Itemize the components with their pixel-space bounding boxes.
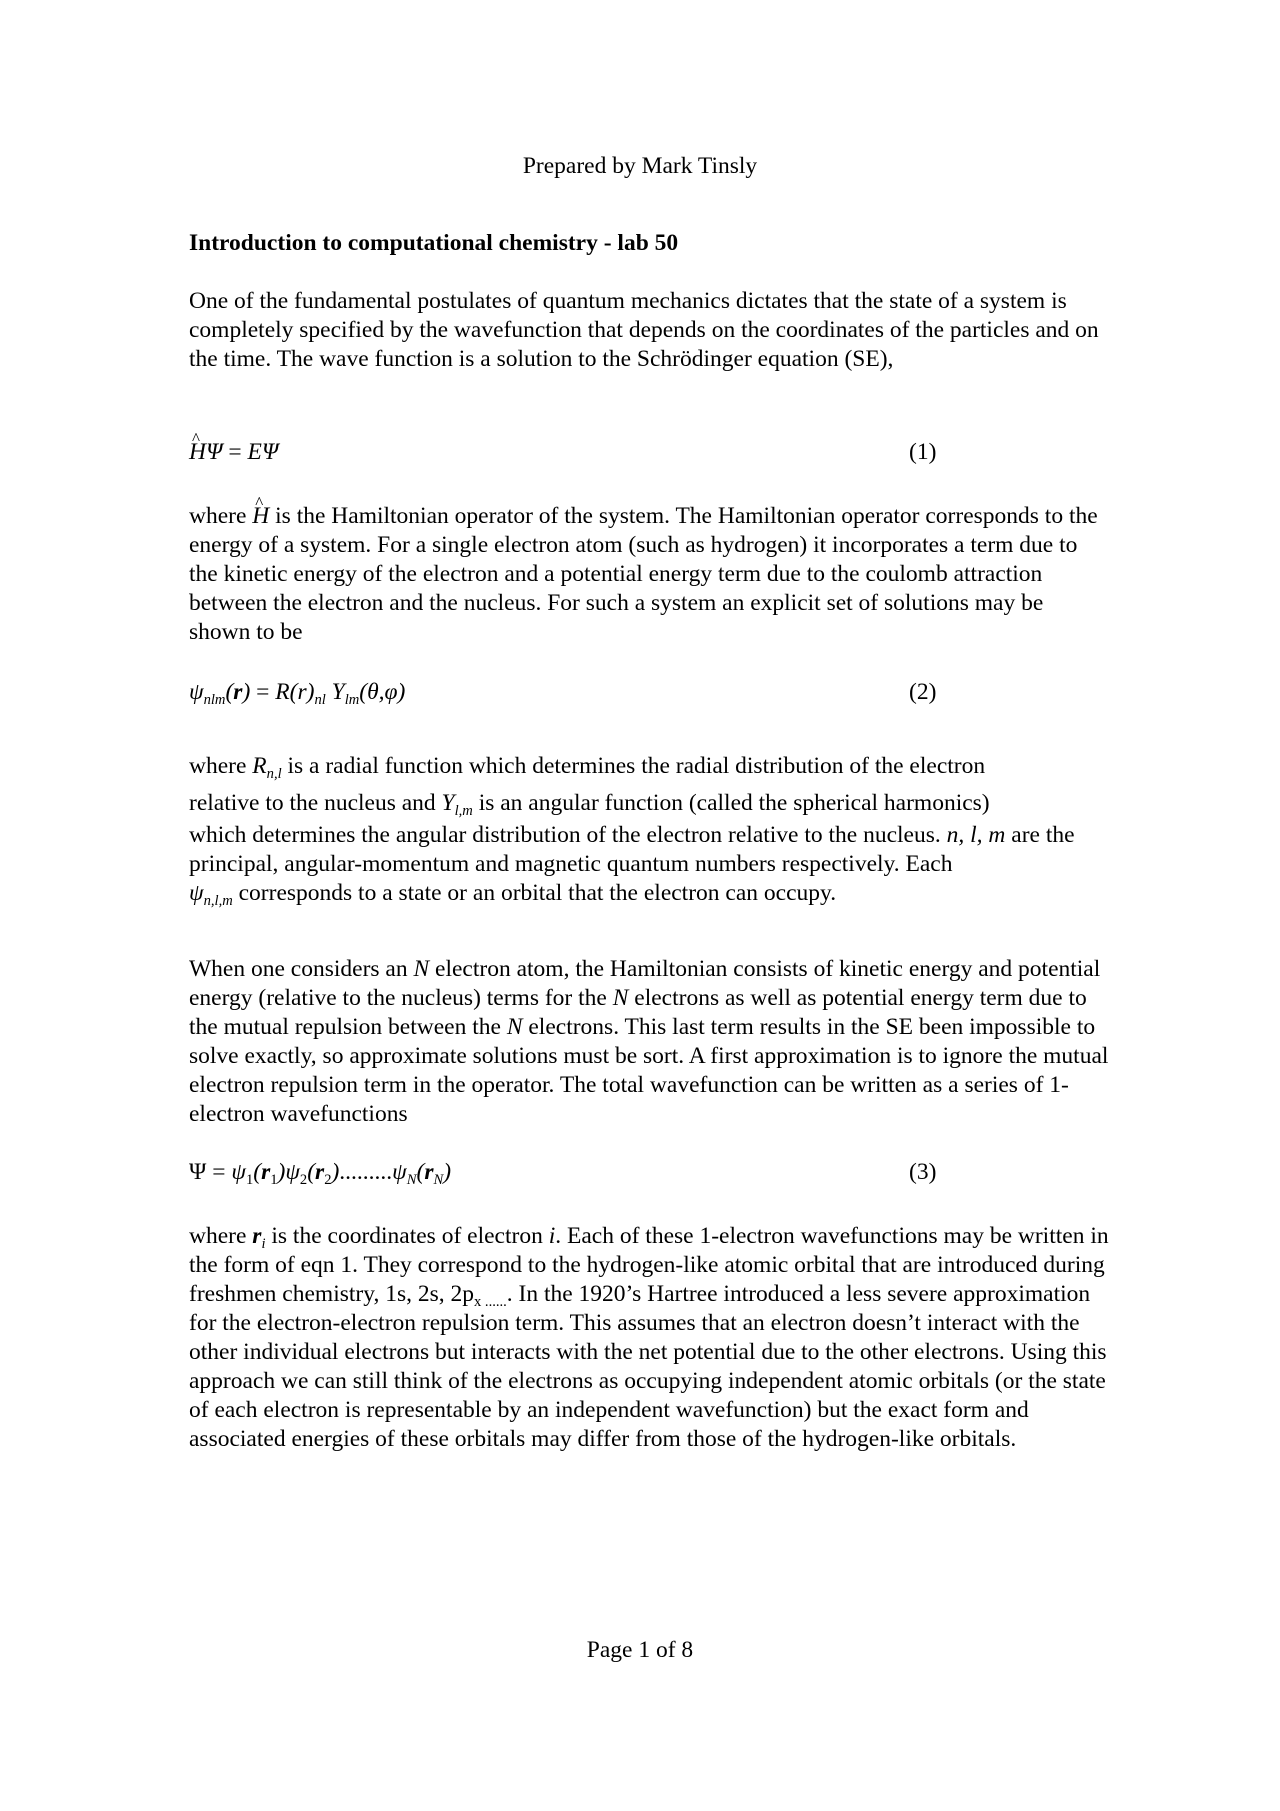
paragraph-n-electron: When one considers an N electron atom, the Hamiltonian consists of kinetic energy and potential energy (relative to the nucleus) terms for the N electrons as well as potential energy term due to the mutual repulsion between the N electrons. This last term results in the SE been impossible to solve exactly, so approximate solutions must be sort. A first approximation is to ignore the mutual electron repulsion term in the operator. The total wavefunction can be written as a series of 1-electron wavefunctions: [189, 956, 1109, 1127]
equation-2: $\psi_{nlm}(r) = R(r)_{nl}$ $Y_{lm}(\theta,\varphi)$ (2): [189, 679, 937, 709]
page-number: Page 1 of 8: [586, 1637, 694, 1663]
paragraph-hartree: where $r_i$ is the coordinates of electron i. Each of these 1-electron wavefunctions may be written in the form of eqn 1. They correspond to the hydrogen-like atomic orbital that are introduced during freshmen chemistry, 1s, 2s, $2p_{x ......}$. In the 1920’s Hartree introduced a less severe approximation for the electron-electron repulsion term. This assumes that an electron doesn’t interact with the other individual electrons but interacts with the net potential due to the other electrons. Using this approach we can still think of the electrons as occupying independent atomic orbitals (or the state of each electron is representable by an independent wavefunction) but the exact form and associated energies of these orbitals may differ from those of the hydrogen-like orbitals.: [189, 1223, 1109, 1452]
equation-3: $\Psi = \psi_1(r_1)\psi_2(r_2).........\psi_N(r_N)$ (3): [189, 1159, 937, 1189]
equation-1-label: (1): [909, 439, 937, 465]
paragraph-solutions: where $R_{n,l}$ is a radial function which determines the radial distribution of the electron relative to the nucleus and $Y_{l,m}$ is an angular function (called the spherical harmonics): [189, 753, 990, 820]
author-line: Prepared by Mark Tinsly: [522, 153, 758, 179]
equation-3-label: (3): [909, 1159, 937, 1185]
equation-1: ^ HΨ = EΨ (1): [189, 438, 1109, 467]
page-title: Introduction to computational chemistry - lab 50: [189, 230, 679, 256]
paragraph-hamiltonian: where ^ H is the Hamiltonian operator of the system. The Hamiltonian operator corresponds to the energy of a system. For a single electron atom (such as hydrogen) it incorporates a term due to the kinetic energy of the electron and a potential energy term due to the coulomb attraction between the electron and the nucleus. For such a system an explicit set of solutions may be shown to be: [189, 502, 1109, 647]
equation-2-label: (2): [909, 679, 937, 705]
paragraph-solutions-cont: which determines the angular distribution of the electron relative to the nucleus. n, l, m are the principal, angular-momentum and magnetic quantum numbers respectively. Each $\psi_{n,l,m}$ corresponds to a state or an orbital that the electron can occupy.: [189, 822, 1075, 910]
paragraph-intro: One of the fundamental postulates of quantum mechanics dictates that the state of a system is completely specified by the wavefunction that depends on the coordinates of the particles and on the time. The wave function is a solution to the Schrödinger equation (SE),: [189, 288, 1099, 372]
